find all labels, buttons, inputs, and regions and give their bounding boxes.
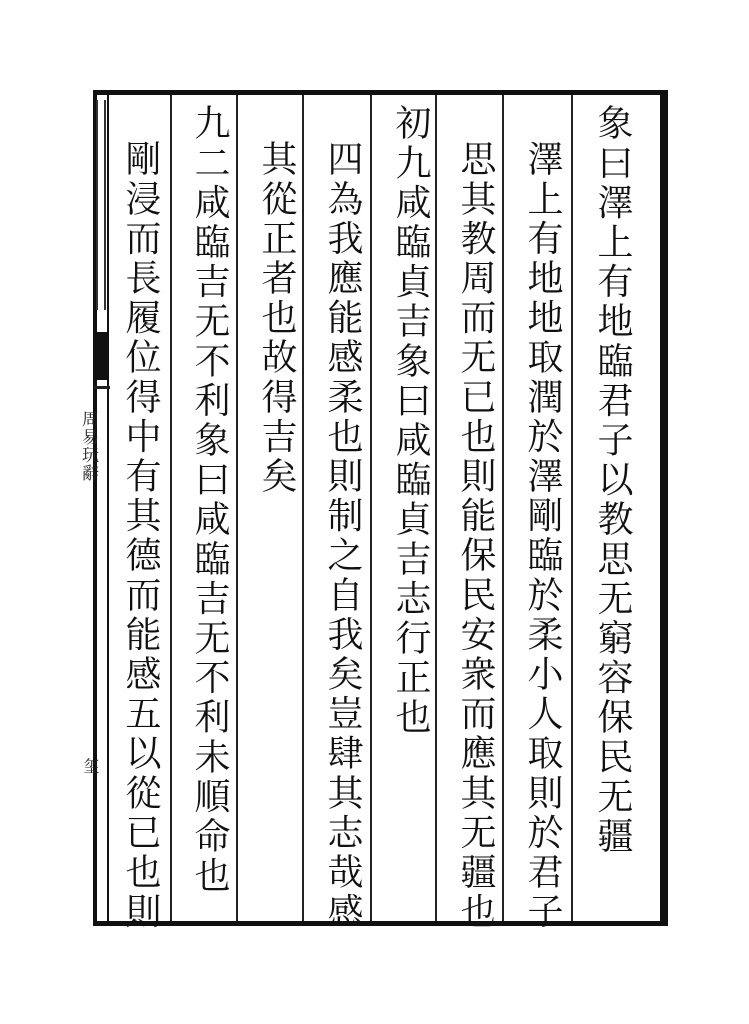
frame-right-edge [665,90,668,926]
fold-fishtail-mark [96,100,106,310]
fold-divider [94,386,110,389]
fold-black-block [95,332,109,380]
text-column-4: 初九咸臨貞吉象曰咸臨貞吉志行正也 [390,104,431,738]
column-rule [170,95,172,921]
text-column-1: 象曰澤上有地臨君子以教思无窮容保民无疆 [592,104,633,857]
column-rule [571,95,573,921]
fold-book-title: 周易玩辭 [78,410,98,482]
text-column-5: 四為我應能感柔也則制之自我矣豈肆其志哉感 [322,140,363,932]
text-column-8: 剛浸而長履位得中有其德而能感五以從已也則 [120,140,161,932]
column-rule [302,95,304,921]
column-rule [502,95,504,921]
text-column-3: 思其教周而无已也則能保民安衆而應其无疆也 [455,140,496,932]
text-column-7: 九二咸臨吉无不利象曰咸臨吉无不利未順命也 [189,104,230,896]
fold-page-number: 玺 [81,758,100,774]
text-column-6: 其從正者也故得吉矣 [256,140,297,497]
column-rule [435,95,437,921]
column-rule [236,95,238,921]
page-frame [93,90,665,926]
column-rule [370,95,372,921]
text-column-2: 澤上有地地取潤於澤剛臨於柔小人取則於君子 [522,140,563,932]
